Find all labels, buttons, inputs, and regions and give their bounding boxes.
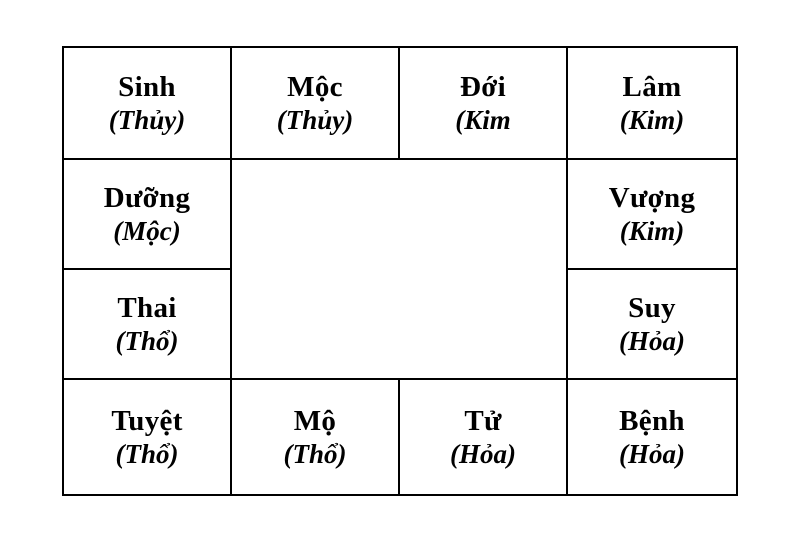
cell-thai xyxy=(62,268,232,380)
cell-thai-element: (Thổ) xyxy=(115,326,179,357)
center-blank-area xyxy=(232,160,566,378)
cell-mo-element: (Thổ) xyxy=(283,439,347,470)
cell-suy xyxy=(566,268,738,380)
cell-suy-element: (Hỏa) xyxy=(619,326,685,357)
cell-sinh-element: (Thủy) xyxy=(108,105,186,136)
cell-lam-name: Lâm xyxy=(622,70,682,103)
cell-tuyet-element: (Thổ) xyxy=(115,439,179,470)
cell-duong-element: (Mộc) xyxy=(113,216,181,247)
cell-suy-name: Suy xyxy=(628,291,676,324)
cell-sinh-name: Sinh xyxy=(118,70,176,103)
cell-benh xyxy=(566,378,738,496)
cell-tuyet xyxy=(62,378,232,496)
cell-moc xyxy=(230,46,400,160)
cell-benh-element: (Hỏa) xyxy=(619,439,685,470)
cell-tu-element: (Hỏa) xyxy=(450,439,516,470)
cell-vuong-name: Vượng xyxy=(608,181,696,214)
cell-duong xyxy=(62,158,232,270)
cell-tu xyxy=(398,378,568,496)
truong-sinh-diagram xyxy=(62,46,734,492)
cell-benh-name: Bệnh xyxy=(619,404,685,437)
cell-vuong xyxy=(566,158,738,270)
cell-duong-name: Dưỡng xyxy=(103,181,191,214)
cell-mo-name: Mộ xyxy=(293,404,337,437)
cell-doi-element: (Kim xyxy=(455,105,511,136)
cell-sinh xyxy=(62,46,232,160)
cell-tu-name: Tử xyxy=(464,404,502,437)
cell-lam-element: (Kim) xyxy=(619,105,685,136)
cell-moc-name: Mộc xyxy=(287,70,343,103)
cell-lam xyxy=(566,46,738,160)
cell-vuong-element: (Kim) xyxy=(619,216,685,247)
cell-mo xyxy=(230,378,400,496)
cell-moc-element: (Thủy) xyxy=(276,105,354,136)
cell-thai-name: Thai xyxy=(117,291,177,324)
cell-doi xyxy=(398,46,568,160)
cell-doi-name: Đới xyxy=(460,70,506,103)
diagram-grid xyxy=(62,46,734,492)
cell-tuyet-name: Tuyệt xyxy=(111,404,183,437)
